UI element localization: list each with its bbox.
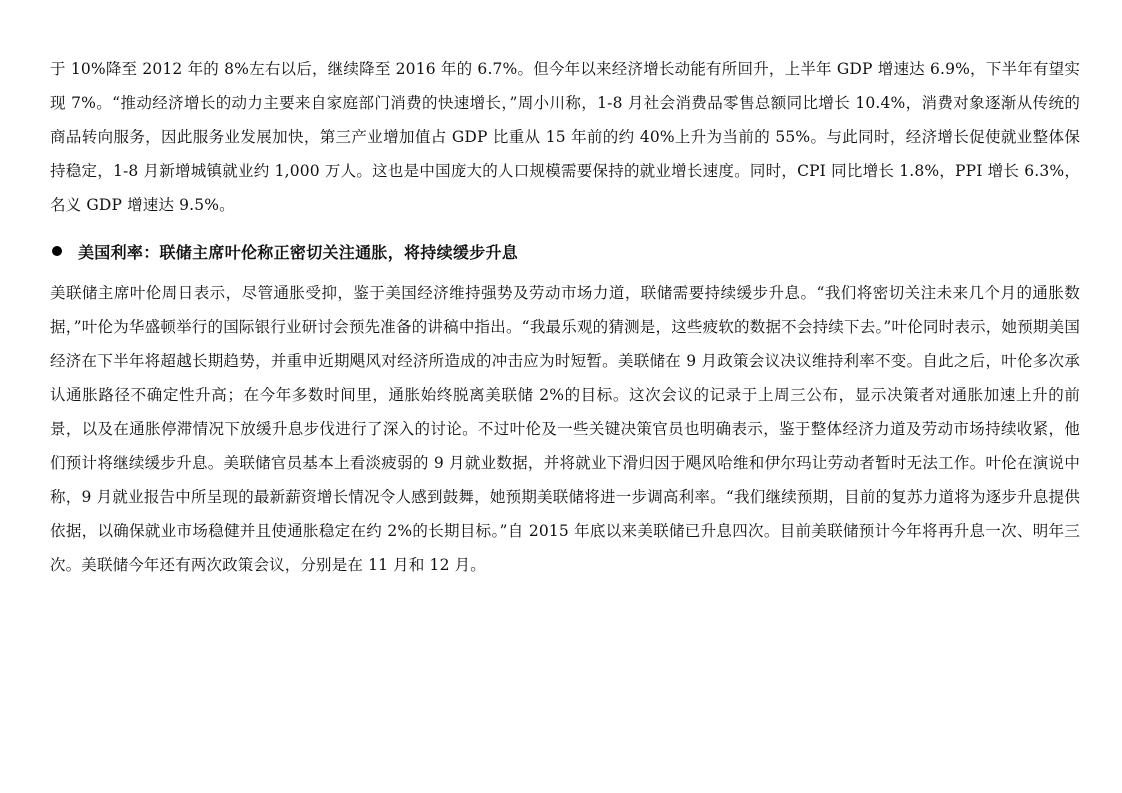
document-page — [50, 52, 1080, 582]
china-economy-paragraph: 于 10%降至 2012 年的 8%左右以后，继续降至 2016 年的 6.7%。但今年以来经济增长动能有所回升，上半年 GDP 增速达 6.9%，下半年有望实现 7%。“推动经济增长的动力主要来自家庭部门消费的快速增长，”周小川称，1-8 月社会消费品零售总额同比增长 10.4%，消费对象逐渐从传统的商品转向服务，因此服务业发展加快，第三产业增加值占 GDP 比重从 15 年前的约 40%上升为当前的 55%。与此同时，经济增长促使就业整体保持稳定，1-8 月新增城镇就业约 1,000 万人。这也是中国庞大的人口规模需要保持的就业增长速度。同时，CPI 同比增长 1.8%，PPI 增长 6.3%，名义 GDP 增速达 9.5%。 — [50, 60, 1080, 214]
section-heading-text: 美国利率：联储主席叶伦称正密切关注通胀，将持续缓步升息 — [78, 242, 519, 262]
us-rates-paragraph: 美联储主席叶伦周日表示，尽管通胀受抑，鉴于美国经济维持强势及劳动市场力道，联储需要持续缓步升息。“我们将密切关注未来几个月的通胀数据，”叶伦为华盛顿举行的国际银行业研讨会预先准备的讲稿中指出。“我最乐观的猜测是，这些疲软的数据不会持续下去。”叶伦同时表示，她预期美国经济在下半年将超越长期趋势，并重申近期飓风对经济所造成的冲击应为时短暂。美联储在 9 月政策会议决议维持利率不变。自此之后，叶伦多次承认通胀路径不确定性升高；在今年多数时间里，通胀始终脱离美联储 2%的目标。这次会议的记录于上周三公布，显示决策者对通胀加速上升的前景，以及在通胀停滞情况下放缓升息步伐进行了深入的讨论。不过叶伦及一些关键决策官员也明确表示，鉴于整体经济力道及劳动市场持续收紧，他们预计将继续缓步升息。美联储官员基本上看淡疲弱的 9 月就业数据，并将就业下滑归因于飓风哈维和伊尔玛让劳动者暂时无法工作。叶伦在演说中称，9 月就业报告中所呈现的最新薪资增长情况令人感到鼓舞，她预期美联储将进一步调高利率。“我们继续预期，目前的复苏力道将为逐步升息提供依据，以确保就业市场稳健并且使通胀稳定在约 2%的长期目标。”自 2015 年底以来美联储已升息四次。目前美联储预计今年将再升息一次、明年三次。美联储今年还有两次政策会议，分别是在 11 月和 12 月。 — [50, 284, 1080, 574]
bullet-dot-icon — [52, 246, 62, 256]
us-rates-section-heading — [50, 234, 1080, 268]
